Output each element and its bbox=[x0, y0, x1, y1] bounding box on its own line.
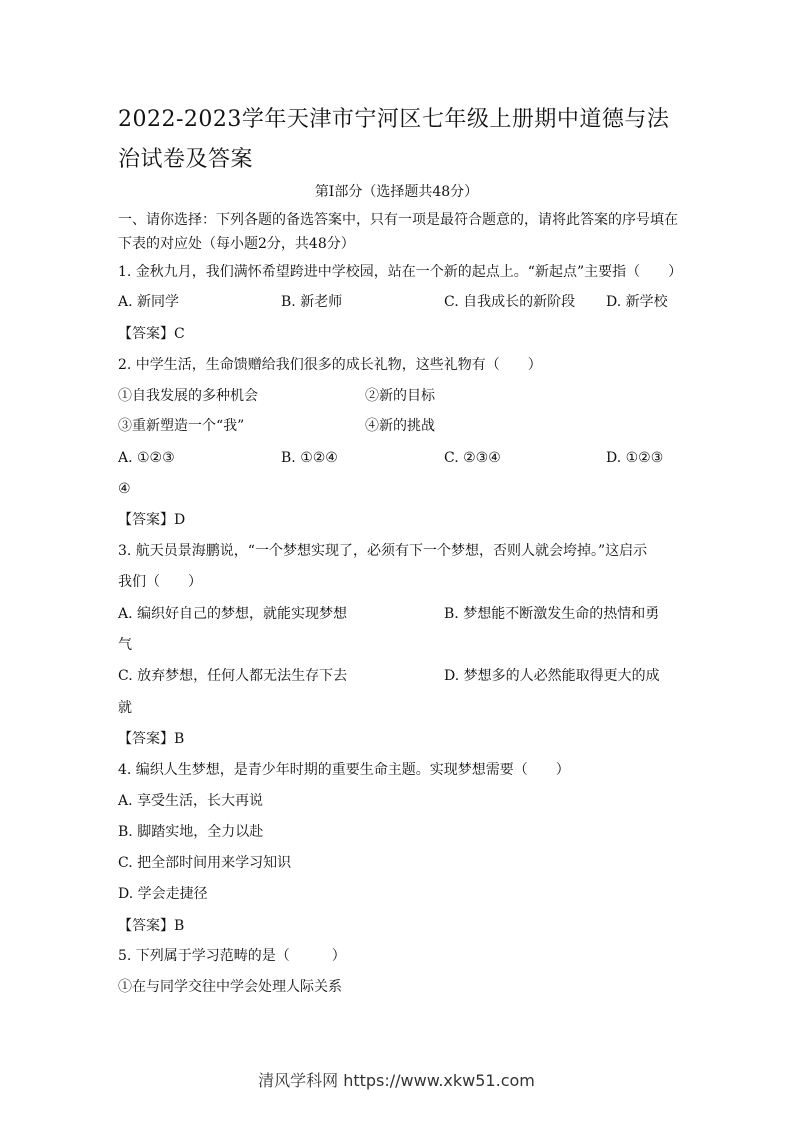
document-title: 2022-2023学年天津市宁河区七年级上册期中道德与法治试卷及答案 bbox=[118, 107, 670, 172]
section-title: 第Ⅰ部分（选择题共48分） bbox=[314, 184, 479, 200]
question-2-option-d: D. ①②③ bbox=[606, 450, 664, 466]
question-5-stem: 5. 下列属于学习范畴的是（ ） bbox=[118, 948, 346, 964]
question-4-option-a: A. 享受生活，长大再说 bbox=[118, 793, 264, 809]
question-3-option-d: D. 梦想多的人必然能取得更大的成 bbox=[444, 668, 660, 684]
question-4-option-c: C. 把全部时间用来学习知识 bbox=[118, 855, 292, 871]
question-2-option-c: C. ②③④ bbox=[444, 450, 501, 466]
question-3-answer: 【答案】B bbox=[118, 731, 185, 747]
question-1-option-b: B. 新老师 bbox=[281, 294, 343, 310]
question-5-item-1: ①在与同学交往中学会处理人际关系 bbox=[118, 979, 342, 995]
question-1-option-d: D. 新学校 bbox=[606, 294, 668, 310]
instruction-line-1: 一、请你选择：下列各题的备选答案中，只有一项是最符合题意的，请将此答案的序号填在 bbox=[118, 212, 678, 228]
question-2-option-a: A. ①②③ bbox=[118, 450, 175, 466]
question-4-option-b: B. 脚踏实地，全力以赴 bbox=[118, 824, 264, 840]
question-3-stem-line-1: 3. 航天员景海鹏说，“一个梦想实现了，必须有下一个梦想，否则人就会垮掉。”这启示 bbox=[118, 543, 648, 559]
page-footer: 清风学科网 https://www.xkw51.com bbox=[258, 1071, 535, 1090]
question-1-answer: 【答案】C bbox=[118, 326, 185, 342]
question-2-item-2: ②新的目标 bbox=[365, 388, 435, 404]
instruction-line-2: 下表的对应处（每小题2分，共48分） bbox=[118, 236, 355, 252]
question-3-option-a: A. 编织好自己的梦想，就能实现梦想 bbox=[118, 606, 348, 622]
question-3-option-b-wrap: 气 bbox=[118, 637, 132, 653]
question-3-stem-line-2: 我们（ ） bbox=[118, 574, 202, 590]
question-4-answer: 【答案】B bbox=[118, 918, 185, 934]
question-3-option-c: C. 放弃梦想，任何人都无法生存下去 bbox=[118, 668, 348, 684]
question-2-item-1: ①自我发展的多种机会 bbox=[118, 388, 258, 404]
question-2-option-d-wrap: ④ bbox=[118, 481, 131, 497]
question-2-option-b: B. ①②④ bbox=[281, 450, 338, 466]
question-3-option-b: B. 梦想能不断激发生命的热情和勇 bbox=[444, 606, 660, 622]
question-2-item-4: ④新的挑战 bbox=[365, 418, 435, 434]
question-2-stem: 2. 中学生活，生命馈赠给我们很多的成长礼物，这些礼物有（ ） bbox=[118, 357, 542, 373]
question-2-item-3: ③重新塑造一个“我” bbox=[118, 418, 245, 434]
question-3-option-d-wrap: 就 bbox=[118, 700, 132, 716]
question-1-option-c: C. 自我成长的新阶段 bbox=[444, 294, 576, 310]
question-4-option-d: D. 学会走捷径 bbox=[118, 886, 208, 902]
question-2-answer: 【答案】D bbox=[118, 512, 186, 528]
question-4-stem: 4. 编织人生梦想，是青少年时期的重要生命主题。实现梦想需要（ ） bbox=[118, 762, 570, 778]
question-1-stem: 1. 金秋九月，我们满怀希望跨进中学校园，站在一个新的起点上。“新起点”主要指（ ） bbox=[118, 264, 683, 280]
question-1-option-a: A. 新同学 bbox=[118, 294, 180, 310]
